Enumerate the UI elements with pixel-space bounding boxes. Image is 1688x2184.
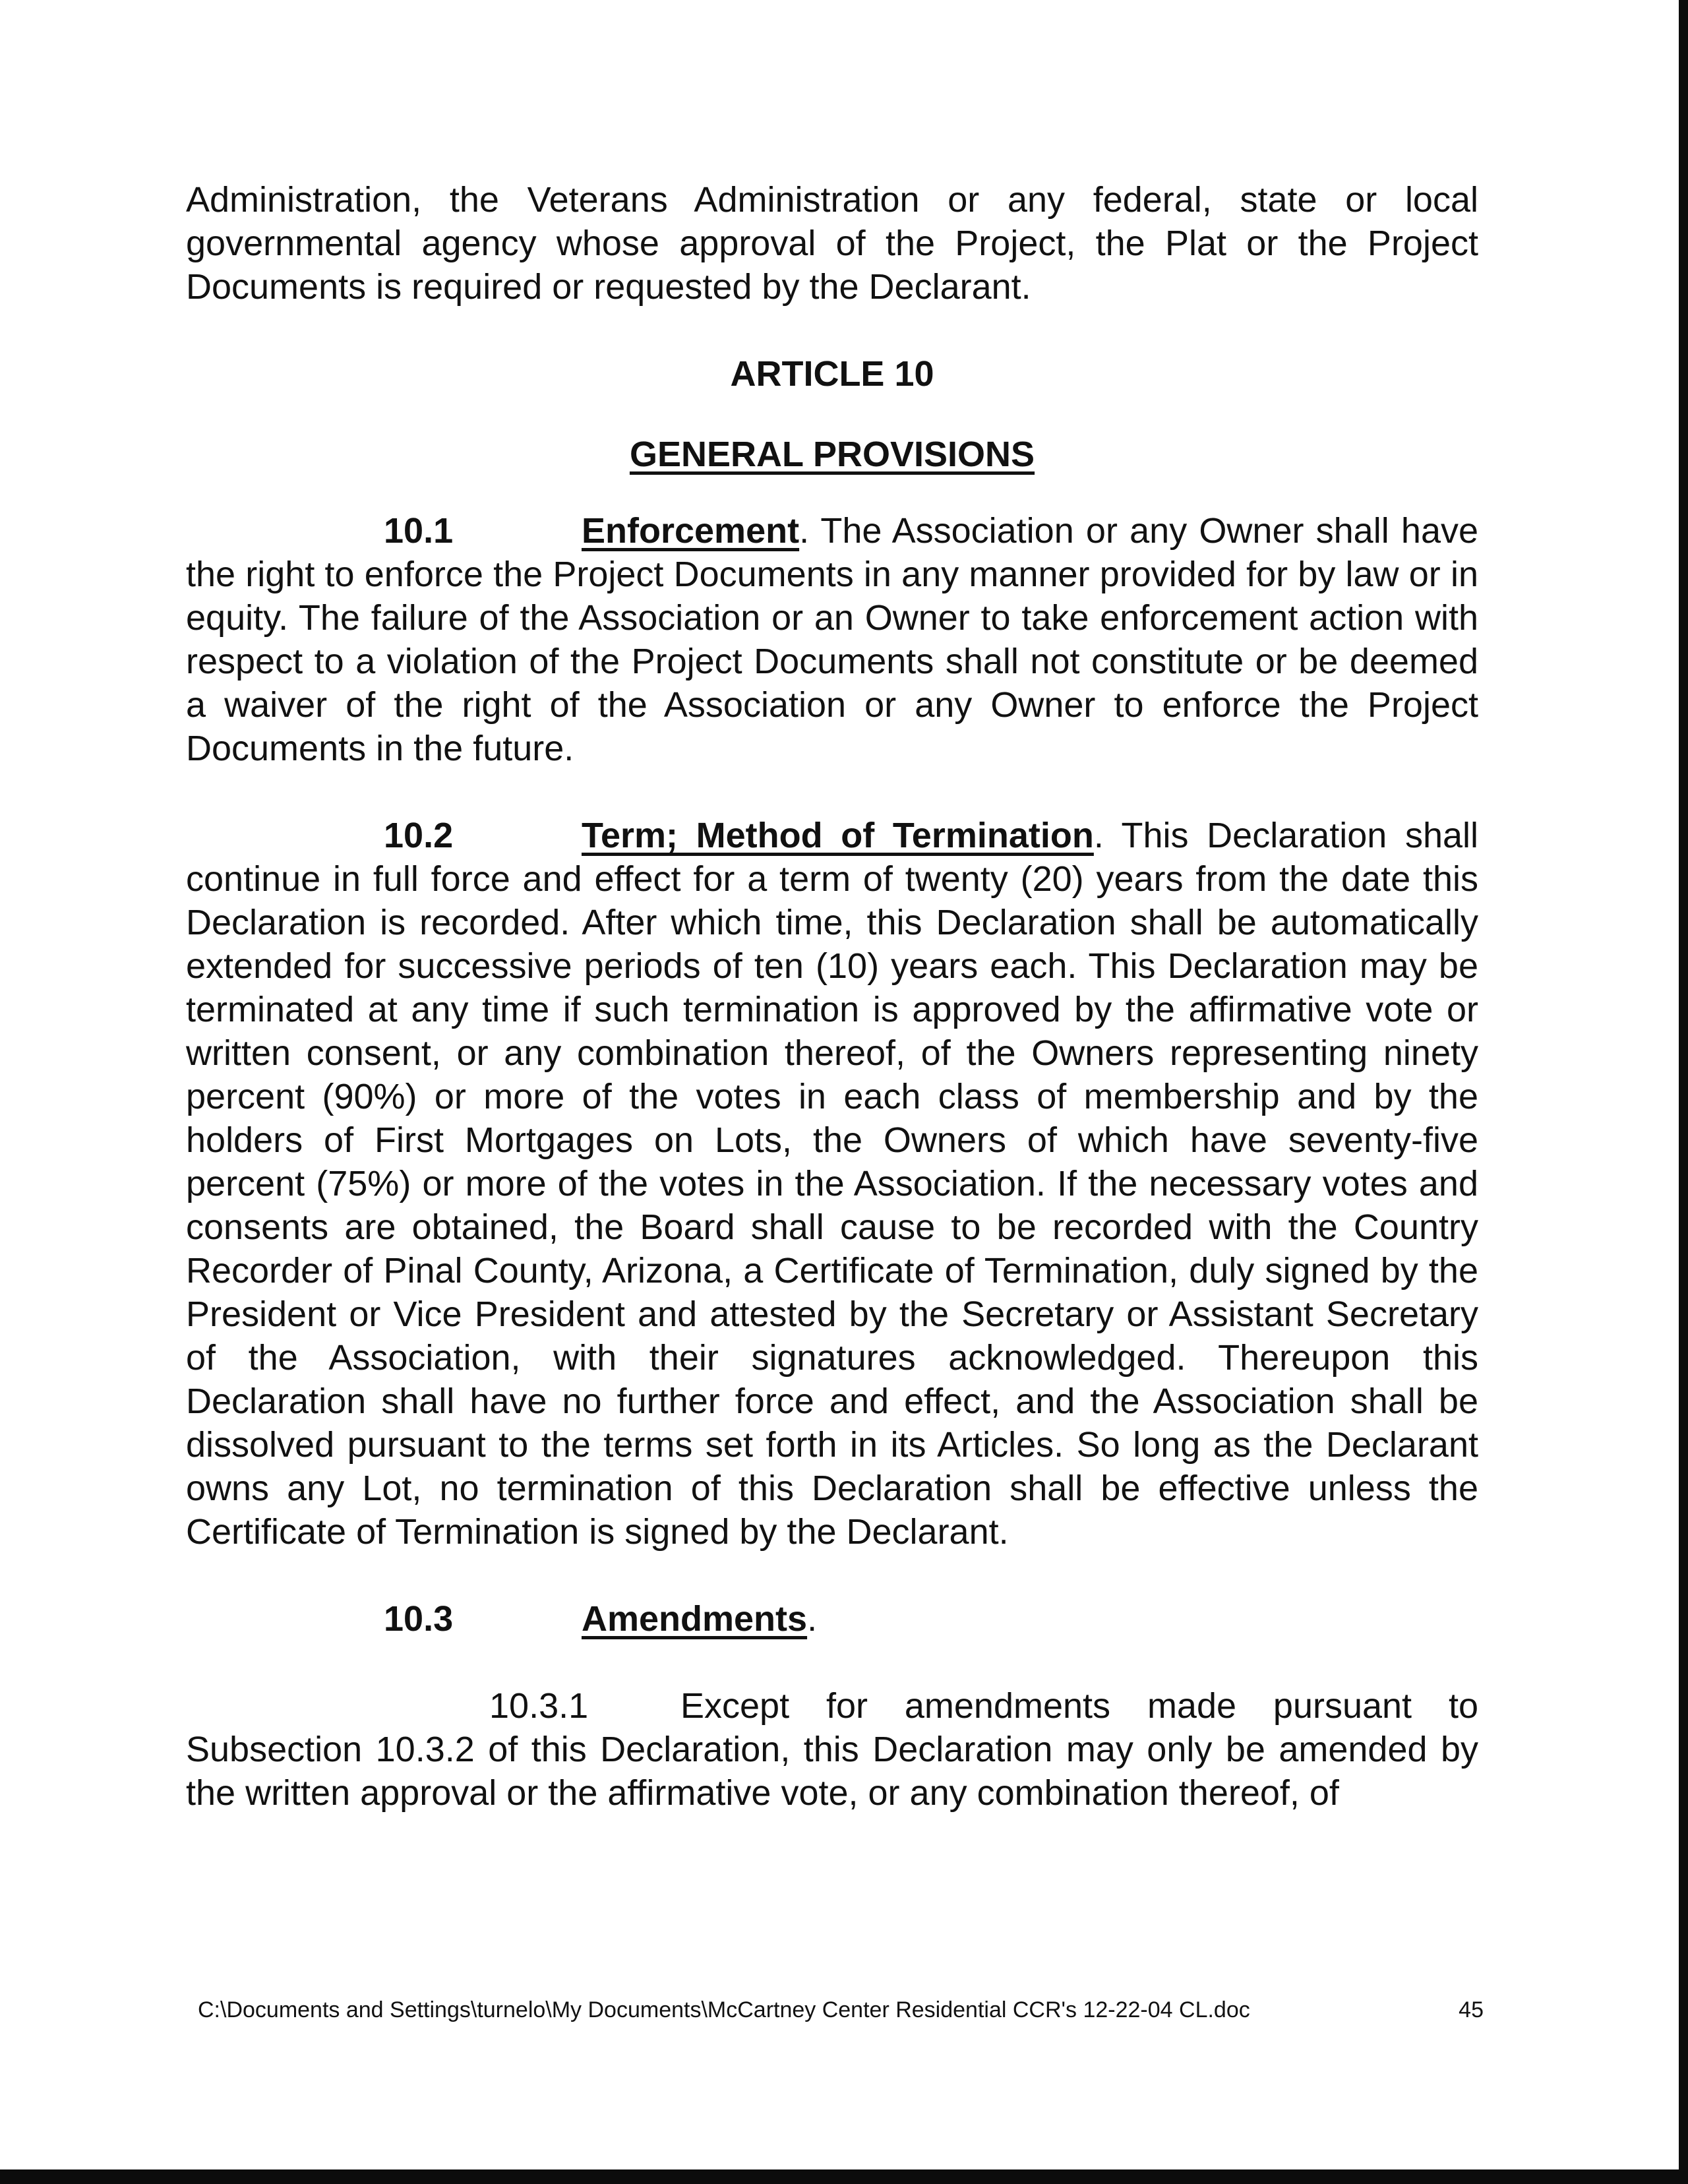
page-number: 45 xyxy=(1459,1997,1484,2022)
section-title: Term; Method of Termination xyxy=(582,816,1094,855)
footer-file-path: C:\Documents and Settings\turnelo\My Documents\McCartney Center Residential CCR's 12-22-04 CL.doc xyxy=(198,1997,1250,2022)
scan-border-bottom xyxy=(0,2169,1688,2184)
subsection-number: 10.3.1 xyxy=(489,1686,589,1726)
section-number: 10.3 xyxy=(384,1599,454,1639)
section-title: Enforcement xyxy=(582,511,800,551)
subsection-body: Except for amendments made pursuant to Subsection 10.3.2 of this Declaration, this Declaration may only be amended by the written approval or the affirmative vote, or any combination thereof, of xyxy=(186,1686,1478,1813)
section-10-3 xyxy=(186,1597,1478,1641)
section-body: This Declaration shall continue in full force and effect for a term of twenty (20) years from the date this Declaration is recorded. After which time, this Declaration shall be automatically extended for successive periods of ten (10) years each. This Declaration may be terminated at any time if such termination is approved by the affirmative vote or written consent, or any combination thereof, of the Owners representing ninety percent (90%) or more of the votes in each class of membership and by the holders of First Mortgages on Lots, the Owners of which have seventy-five percent (75%) or more of the votes in the Association. If the necessary votes and consents are obtained, the Board shall cause to be recorded with the Country Recorder of Pinal County, Arizona, a Certificate of Termination, duly signed by the President or Vice President and attested by the Secretary or Assistant Secretary of the Association, with their signatures acknowledged. Thereupon this Declaration shall have no further force and effect, and the Association shall be dissolved pursuant to the terms set forth in its Articles. So long as the Declarant owns any Lot, no termination of this Declaration shall be effective unless the Certificate of Termination is signed by the Declarant. xyxy=(186,816,1479,1552)
section-10-1 xyxy=(186,509,1478,770)
document-body xyxy=(186,178,1478,1815)
section-title-punct: . xyxy=(807,1599,818,1639)
section-number: 10.1 xyxy=(384,511,454,551)
article-heading: ARTICLE 10 xyxy=(730,354,934,394)
section-body: The Association or any Owner shall have the right to enforce the Project Documents in any manner provided for by law or in equity. The failure of the Association or an Owner to take enforcement action with respect to a violation of the Project Documents shall not constitute or be deemed a waiver of the right of the Association or any Owner to enforce the Project Documents in the future. xyxy=(186,511,1479,768)
section-number: 10.2 xyxy=(384,816,454,855)
section-title-punct: . xyxy=(1093,816,1104,855)
article-title: GENERAL PROVISIONS xyxy=(629,435,1035,474)
subsection-10-3-1 xyxy=(186,1684,1478,1815)
intro-paragraph: Administration, the Veterans Administration or any federal, state or local governmental agency whose approval of the Project, the Plat or the Project Documents is required or requested by the Declarant. xyxy=(186,180,1478,307)
section-title-punct: . xyxy=(799,511,810,551)
section-10-2 xyxy=(186,814,1478,1554)
section-title: Amendments xyxy=(582,1599,808,1639)
scan-border-right xyxy=(1679,0,1688,2184)
